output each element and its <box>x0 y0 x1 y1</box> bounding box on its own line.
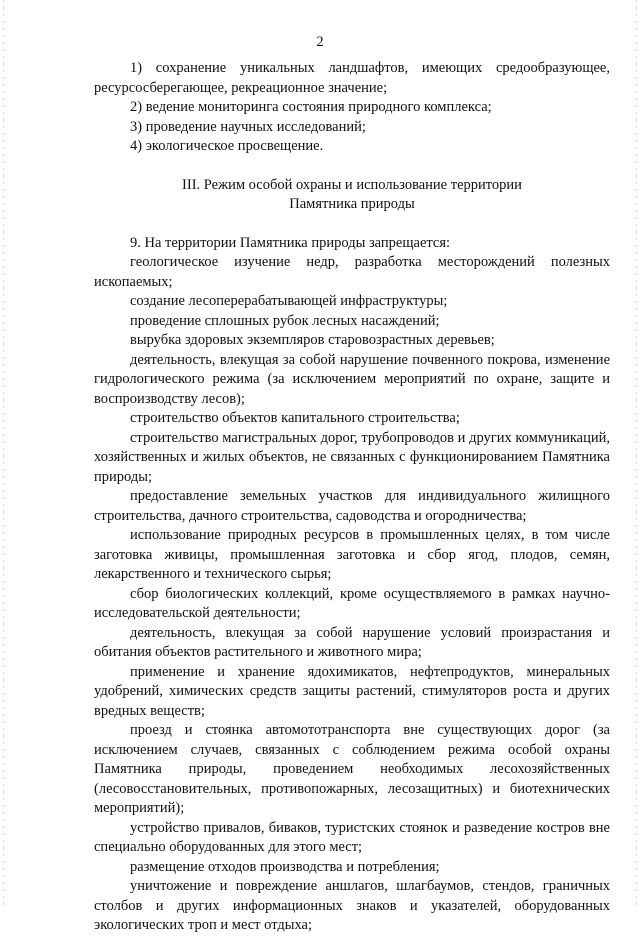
prohibition-item: деятельность, влекущая за собой нарушение почвенного покрова, изменение гидрологического режима (за исключением мероприятий по охране, защите и воспроизводству лесов); <box>94 351 610 407</box>
prohibition-item: геологическое изучение недр, разработка месторождений полезных ископаемых; <box>94 254 610 290</box>
prohibition-item: вырубка здоровых экземпляров старовозрастных деревьев; <box>130 332 495 348</box>
section-heading-line1: III. Режим особой охраны и использование территории <box>182 176 522 193</box>
section-heading-line2: Памятника природы <box>289 196 415 212</box>
page-number: 2 <box>316 34 324 50</box>
prohibition-item: создание лесоперерабатывающей инфраструктуры; <box>130 293 448 309</box>
goal-item: 3) проведение научных исследований; <box>130 118 366 135</box>
prohibition-item: уничтожение и повреждение аншлагов, шлагбаумов, стендов, граничных столбов и других информационных знаков и указателей, оборудованных экологических троп и мест отдыха; <box>94 878 610 933</box>
clause-intro: 9. На территории Памятника природы запрещается: <box>130 234 451 251</box>
prohibition-item: сбор биологических коллекций, кроме осуществляемого в рамках научно-исследовательской деятельности; <box>94 585 610 621</box>
prohibition-item: устройство привалов, биваков, туристских стоянок и разведение костров вне специально оборудованных для этого мест; <box>94 819 610 855</box>
prohibition-item: строительство магистральных дорог, трубопроводов и других коммуникаций, хозяйственных и жилых объектов, не связанных с функционированием Памятника природы; <box>94 429 610 485</box>
prohibition-item: размещение отходов производства и потребления; <box>130 858 440 875</box>
goal-item: 2) ведение мониторинга состояния природного комплекса; <box>130 99 492 115</box>
goal-item: 4) экологическое просвещение. <box>130 138 324 154</box>
prohibition-item: использование природных ресурсов в промышленных целях, в том числе заготовка живицы, промышленная заготовка и сбор ягод, плодов, семян, лекарственного и технического сырья; <box>94 527 610 582</box>
scan-edge-left <box>3 0 4 905</box>
prohibition-item: предоставление земельных участков для индивидуального жилищного строительства, дачного строительства, садоводства и огородничества; <box>94 488 610 524</box>
prohibition-item: проезд и стоянка автомототранспорта вне существующих дорог (за исключением случаев, связанных с соблюдением режима особой охраны Памятника природы, проведением необходимых лесохозяйственных (лесовосстановительных, противопожарных, лесозащитных) и биотехнических мероприятий); <box>94 722 610 816</box>
document-body <box>94 59 610 936</box>
prohibition-item: применение и хранение ядохимикатов, нефтепродуктов, минеральных удобрений, химических средств защиты растений, стимуляторов роста и других вредных веществ; <box>94 663 610 719</box>
prohibition-item: строительство объектов капитального строительства; <box>130 410 460 426</box>
prohibition-item: проведение сплошных рубок лесных насаждений; <box>130 312 440 329</box>
prohibition-item: деятельность, влекущая за собой нарушение условий произрастания и обитания объектов растительного и животного мира; <box>94 624 610 660</box>
goal-item: 1) сохранение уникальных ландшафтов, имеющих средообразующее, ресурсосберегающее, рекреационное значение; <box>94 60 610 96</box>
scan-edge-right <box>636 0 637 905</box>
